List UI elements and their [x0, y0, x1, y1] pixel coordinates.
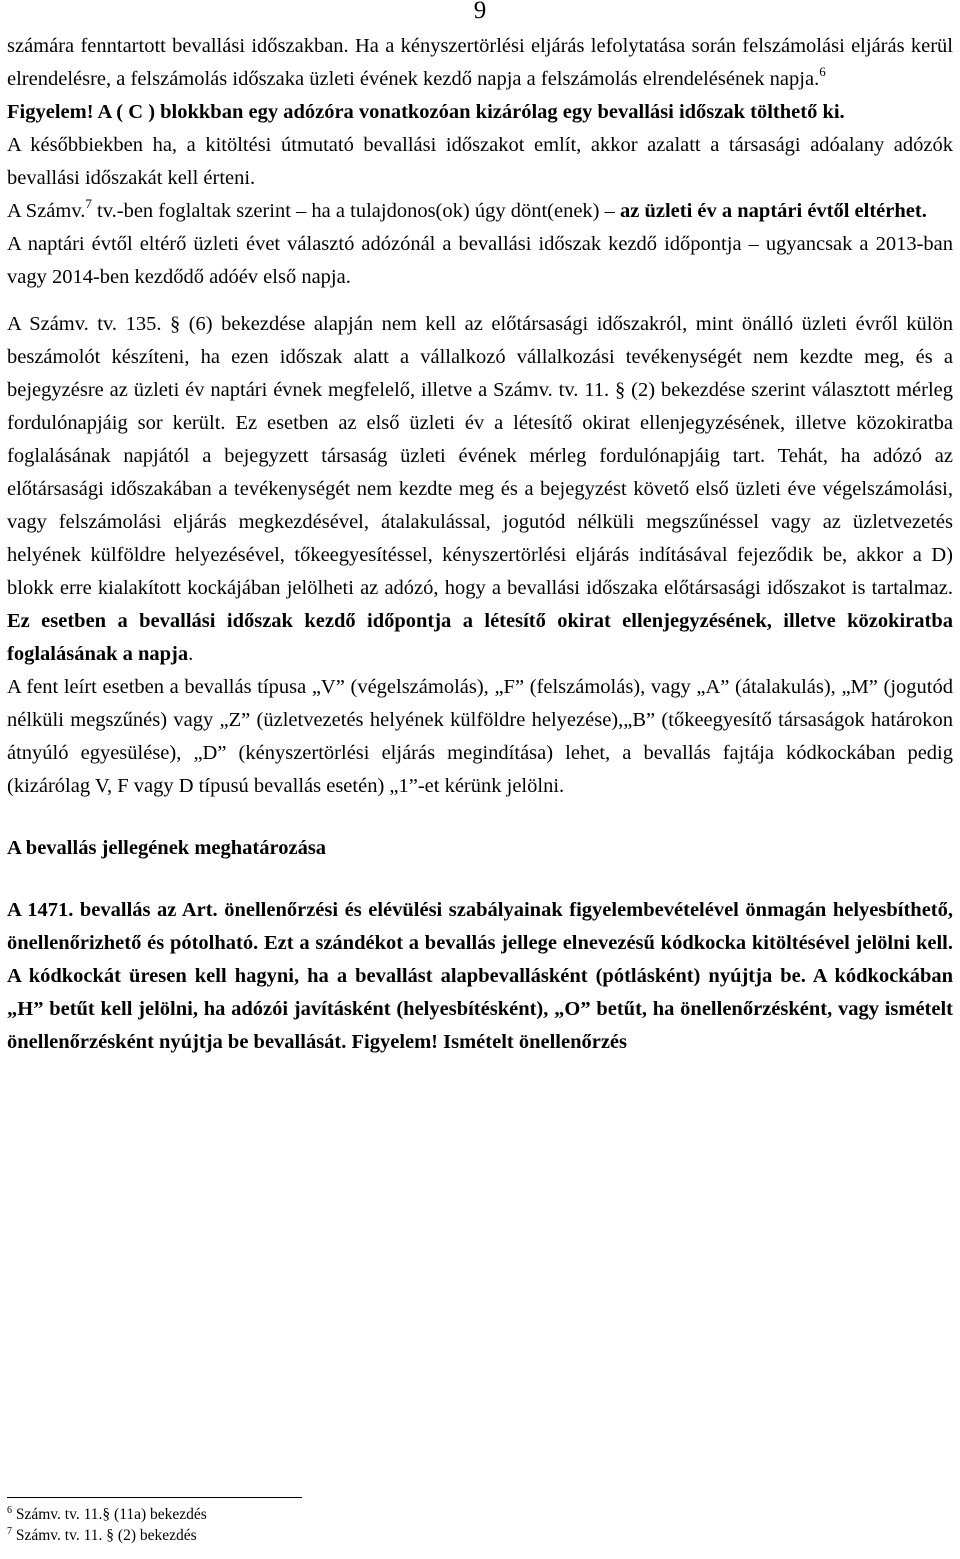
section-heading: A bevallás jellegének meghatározása	[7, 837, 327, 859]
spacer	[7, 294, 953, 308]
footnotes	[7, 1497, 527, 1546]
paragraph-fiscal-year: A naptári évtől eltérő üzleti évet választó adózónál a bevallási időszak kezdő időpontja – ugyancsak a 2013-ban vagy 2014-ben kezdődő adóév első napja.	[7, 233, 953, 288]
document-body	[7, 30, 953, 1059]
paragraph-liquidation	[7, 30, 953, 96]
footnote-ref-7[interactable]: 7	[85, 196, 92, 211]
paragraph-emphasis: az üzleti év a naptári évtől eltérhet.	[620, 200, 927, 222]
spacer	[7, 803, 953, 832]
footnote-ref-6[interactable]: 6	[819, 64, 826, 79]
page-number: 9	[473, 0, 487, 24]
paragraph-text: tv.-ben foglaltak szerint – ha a tulajdonos(ok) úgy dönt(enek) –	[91, 200, 620, 222]
footnote-text: Számv. tv. 11. § (2) bekezdés	[12, 1527, 197, 1544]
paragraph-definition: A későbbiekben ha, a kitöltési útmutató bevallási időszakot említ, akkor azalatt a társasági adóalany adózók bevallási időszakát kell érteni.	[7, 134, 953, 189]
spacer	[7, 865, 953, 894]
paragraph-text: számára fenntartott bevallási időszakban. Ha a kényszertörlési eljárás lefolytatása során felszámolási eljárás kerül elrendelésre, a felszámolás időszaka üzleti évének kezdő napja a felszámolás elrendelésének napja.	[7, 35, 953, 90]
footnote-text: Számv. tv. 11.§ (11a) bekezdés	[12, 1506, 207, 1523]
footnote-number: 7	[7, 1526, 12, 1537]
paragraph-text: A Számv.	[7, 200, 86, 222]
footnote-6	[7, 1504, 527, 1525]
paragraph-return-type: A fent leírt esetben a bevallás típusa „V” (végelszámolás), „F” (felszámolás), vagy „A” (átalakulás), „M” (jogutód nélküli megszűnés) vagy „Z” (üzletvezetés helyének külföldre helyezése),„B” (tőkeegyesítő társaságok határokon átnyúló egyesülése), „D” (kényszertörlési eljárás megindítása) lehet, a bevallás fajtája kódkockában pedig (kizárólag V, F vagy D típusú bevallás esetén) „1”-et kérünk jelölni.	[7, 676, 953, 797]
footnote-divider	[7, 1497, 302, 1498]
paragraph-warning: Figyelem! A ( C ) blokkban egy adózóra vonatkozóan kizárólag egy bevallási időszak tölthető ki.	[7, 101, 845, 123]
paragraph-text: A Számv. tv. 135. § (6) bekezdése alapján nem kell az előtársasági időszakról, mint önálló üzleti évről külön beszámolót készíteni, ha ezen időszak alatt a vállalkozó vállalkozási tevékenységét nem kezdte meg, és a bejegyzésre az üzleti év naptári évnek megfelelő, illetve a Számv. tv. 11. § (2) bekezdése szerint választott mérleg fordulónapjáig sor került. Ez esetben az első üzleti év a létesítő okirat ellenjegyzésének, illetve közokiratba foglalásának napjától a bejegyzett társaság üzleti évének mérleg fordulónapjáig tart. Tehát, ha adózó az előtársasági időszakában a tevékenységét nem kezdte meg és a bejegyzést követő első üzleti éve végelszámolási, vagy felszámolási eljárás megkezdésével, átalakulással, jogutód nélküli megszűnéssel vagy az üzletvezetés helyének külföldre helyezésével, tőkeegyesítéssel, kényszertörlési eljárás indításával fejeződik be, akkor a D) blokk erre kialakított kockájában jelölheti az adózó, hogy a bevallási időszaka előtársasági időszakot is tartalmaz.	[7, 313, 953, 599]
paragraph-text: .	[188, 643, 194, 665]
footnote-number: 6	[7, 1505, 12, 1516]
paragraph-pre-company	[7, 308, 953, 671]
paragraph-business-year	[7, 195, 953, 228]
paragraph-return-nature: A 1471. bevallás az Art. önellenőrzési és elévülési szabályainak figyelembevételével önmagán helyesbíthető, önellenőrizhető és pótolható. Ezt a szándékot a bevallás jellege elnevezésű kódkocka kitöltésével jelölni kell. A kódkockát üresen kell hagyni, ha a bevallást alapbevallásként (pótlásként) nyújtja be. A kódkockában „H” betűt kell jelölni, ha adózói javításként (helyesbítésként), „O” betűt, ha önellenőrzésként, vagy ismételt önellenőrzésként nyújtja be bevallását. Figyelem! Ismételt önellenőrzés	[7, 899, 953, 1053]
footnote-7	[7, 1525, 527, 1546]
paragraph-emphasis: Ez esetben a bevallási időszak kezdő időpontja a létesítő okirat ellenjegyzésének, illetve közokiratba foglalásának a napja	[7, 610, 953, 665]
